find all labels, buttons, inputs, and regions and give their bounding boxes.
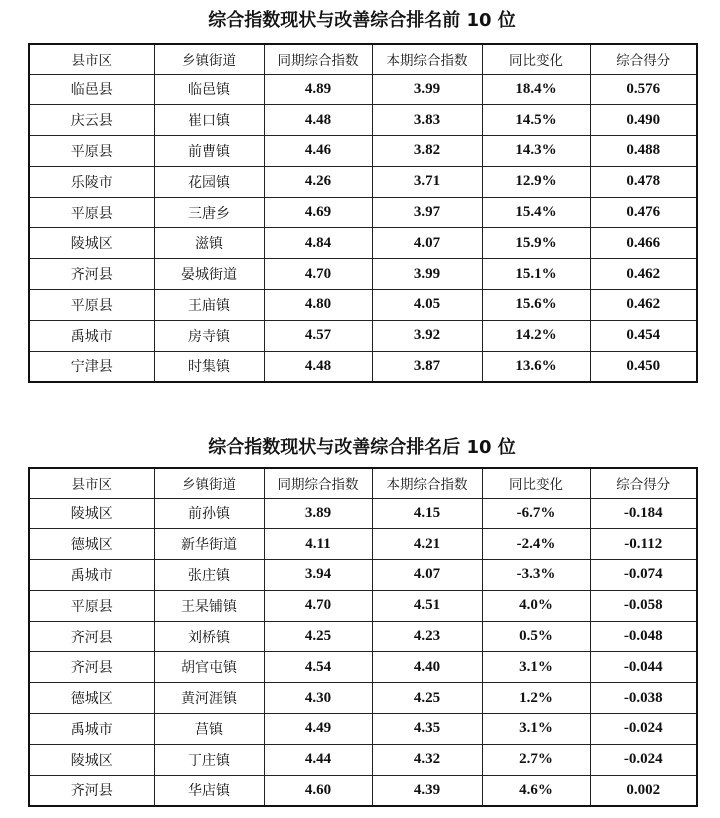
column-header: 本期综合指数: [372, 468, 482, 498]
table-cell: 三唐乡: [154, 197, 264, 228]
table-cell: 12.9%: [482, 166, 590, 197]
table-cell: 黄河涯镇: [154, 683, 264, 714]
table-cell: 4.0%: [482, 590, 590, 621]
table-cell: 4.07: [372, 228, 482, 259]
table-cell: 3.89: [264, 498, 372, 529]
table-cell: 德城区: [29, 529, 154, 560]
table-cell: 3.99: [372, 74, 482, 105]
table-cell: -0.038: [590, 683, 697, 714]
table-cell: -2.4%: [482, 529, 590, 560]
table-cell: 4.25: [264, 621, 372, 652]
table-row: [29, 136, 697, 167]
table-cell: 0.488: [590, 136, 697, 167]
table-row: [29, 652, 697, 683]
table-cell: 齐河县: [29, 621, 154, 652]
column-header: 乡镇街道: [154, 468, 264, 498]
column-header: 县市区: [29, 44, 154, 74]
table-cell: 4.89: [264, 74, 372, 105]
table-cell: 4.49: [264, 714, 372, 745]
bottom-ranking-table: [28, 467, 698, 807]
table-cell: 0.478: [590, 166, 697, 197]
table-cell: 陵城区: [29, 744, 154, 775]
table-cell: 0.454: [590, 320, 697, 351]
table-cell: 4.25: [372, 683, 482, 714]
table-cell: 3.1%: [482, 714, 590, 745]
table-cell: -0.074: [590, 560, 697, 591]
table-cell: 3.94: [264, 560, 372, 591]
table-cell: 陵城区: [29, 228, 154, 259]
table-cell: 临邑镇: [154, 74, 264, 105]
table-cell: 陵城区: [29, 498, 154, 529]
table-row: [29, 259, 697, 290]
table-cell: 14.3%: [482, 136, 590, 167]
table-cell: 4.32: [372, 744, 482, 775]
column-header: 综合得分: [590, 44, 697, 74]
table-cell: 前孙镇: [154, 498, 264, 529]
table-row: [29, 228, 697, 259]
column-header: 本期综合指数: [372, 44, 482, 74]
table-cell: 0.576: [590, 74, 697, 105]
table-cell: 3.1%: [482, 652, 590, 683]
table-cell: -3.3%: [482, 560, 590, 591]
table-cell: 0.476: [590, 197, 697, 228]
table-cell: 4.23: [372, 621, 482, 652]
table-cell: 15.9%: [482, 228, 590, 259]
table-cell: 4.54: [264, 652, 372, 683]
table-cell: 德城区: [29, 683, 154, 714]
column-header: 综合得分: [590, 468, 697, 498]
table-cell: 0.462: [590, 290, 697, 321]
table-cell: 滋镇: [154, 228, 264, 259]
table-cell: 4.70: [264, 590, 372, 621]
table-cell: 0.462: [590, 259, 697, 290]
table-cell: 禹城市: [29, 560, 154, 591]
table-cell: 0.490: [590, 105, 697, 136]
table-row: [29, 105, 697, 136]
table-cell: 3.97: [372, 197, 482, 228]
table-cell: -0.048: [590, 621, 697, 652]
table-row: [29, 290, 697, 321]
table-cell: 4.26: [264, 166, 372, 197]
table-cell: 王杲铺镇: [154, 590, 264, 621]
table-row: [29, 74, 697, 105]
table-cell: 4.6%: [482, 775, 590, 806]
table-cell: 华店镇: [154, 775, 264, 806]
table-cell: 4.51: [372, 590, 482, 621]
table-header-row: [29, 468, 697, 498]
table-cell: 新华街道: [154, 529, 264, 560]
table-cell: 3.82: [372, 136, 482, 167]
table-header-row: [29, 44, 697, 74]
table-cell: 14.2%: [482, 320, 590, 351]
table-cell: 禹城市: [29, 714, 154, 745]
table-cell: 4.07: [372, 560, 482, 591]
column-header: 同期综合指数: [264, 44, 372, 74]
table-cell: 3.99: [372, 259, 482, 290]
table-cell: 4.35: [372, 714, 482, 745]
table-cell: -0.184: [590, 498, 697, 529]
table-row: [29, 775, 697, 806]
table-row: [29, 498, 697, 529]
table-cell: 14.5%: [482, 105, 590, 136]
table-cell: 4.11: [264, 529, 372, 560]
top-table-title: 综合指数现状与改善综合排名前 10 位: [208, 10, 516, 31]
table-cell: 4.40: [372, 652, 482, 683]
table-cell: 4.21: [372, 529, 482, 560]
table-cell: 4.46: [264, 136, 372, 167]
table-cell: 平原县: [29, 197, 154, 228]
table-cell: 齐河县: [29, 652, 154, 683]
table-cell: 胡官屯镇: [154, 652, 264, 683]
table-row: [29, 351, 697, 382]
table-cell: 15.6%: [482, 290, 590, 321]
table-row: [29, 683, 697, 714]
table-cell: 0.466: [590, 228, 697, 259]
table-cell: 花园镇: [154, 166, 264, 197]
table-cell: 4.80: [264, 290, 372, 321]
table-row: [29, 621, 697, 652]
column-header: 同期综合指数: [264, 468, 372, 498]
table-cell: 4.60: [264, 775, 372, 806]
table-cell: 3.92: [372, 320, 482, 351]
table-cell: 15.1%: [482, 259, 590, 290]
top-ranking-table: [28, 43, 698, 383]
table-cell: 3.71: [372, 166, 482, 197]
table-cell: 禹城市: [29, 320, 154, 351]
table-cell: 崔口镇: [154, 105, 264, 136]
bottom-table-block: [28, 437, 696, 807]
table-row: [29, 166, 697, 197]
table-cell: -0.024: [590, 714, 697, 745]
table-cell: 晏城街道: [154, 259, 264, 290]
table-cell: 0.002: [590, 775, 697, 806]
table-cell: 莒镇: [154, 714, 264, 745]
table-cell: 4.48: [264, 105, 372, 136]
table-cell: -6.7%: [482, 498, 590, 529]
table-cell: -0.112: [590, 529, 697, 560]
table-cell: 丁庄镇: [154, 744, 264, 775]
table-cell: 4.44: [264, 744, 372, 775]
table-cell: -0.024: [590, 744, 697, 775]
table-cell: 4.69: [264, 197, 372, 228]
table-cell: 平原县: [29, 136, 154, 167]
table-cell: 13.6%: [482, 351, 590, 382]
table-cell: 3.83: [372, 105, 482, 136]
table-cell: 庆云县: [29, 105, 154, 136]
table-cell: 3.87: [372, 351, 482, 382]
table-cell: 宁津县: [29, 351, 154, 382]
table-row: [29, 744, 697, 775]
table-cell: 时集镇: [154, 351, 264, 382]
column-header: 同比变化: [482, 44, 590, 74]
table-cell: 房寺镇: [154, 320, 264, 351]
table-row: [29, 320, 697, 351]
table-cell: 4.84: [264, 228, 372, 259]
column-header: 同比变化: [482, 468, 590, 498]
column-header: 县市区: [29, 468, 154, 498]
table-cell: 0.5%: [482, 621, 590, 652]
table-row: [29, 529, 697, 560]
table-row: [29, 590, 697, 621]
table-cell: 前曹镇: [154, 136, 264, 167]
table-cell: 刘桥镇: [154, 621, 264, 652]
table-cell: 0.450: [590, 351, 697, 382]
table-cell: 平原县: [29, 290, 154, 321]
table-cell: 齐河县: [29, 775, 154, 806]
table-cell: 乐陵市: [29, 166, 154, 197]
table-cell: 4.05: [372, 290, 482, 321]
table-cell: 王庙镇: [154, 290, 264, 321]
table-cell: 齐河县: [29, 259, 154, 290]
table-cell: -0.058: [590, 590, 697, 621]
top-table-block: [28, 10, 696, 383]
table-cell: 4.57: [264, 320, 372, 351]
table-cell: 4.70: [264, 259, 372, 290]
table-cell: 平原县: [29, 590, 154, 621]
table-cell: 1.2%: [482, 683, 590, 714]
table-cell: -0.044: [590, 652, 697, 683]
table-cell: 18.4%: [482, 74, 590, 105]
table-cell: 2.7%: [482, 744, 590, 775]
table-row: [29, 714, 697, 745]
table-cell: 临邑县: [29, 74, 154, 105]
table-cell: 15.4%: [482, 197, 590, 228]
column-header: 乡镇街道: [154, 44, 264, 74]
table-cell: 4.30: [264, 683, 372, 714]
table-cell: 张庄镇: [154, 560, 264, 591]
table-row: [29, 560, 697, 591]
table-row: [29, 197, 697, 228]
bottom-table-title: 综合指数现状与改善综合排名后 10 位: [208, 437, 516, 458]
table-cell: 4.48: [264, 351, 372, 382]
table-cell: 4.39: [372, 775, 482, 806]
table-cell: 4.15: [372, 498, 482, 529]
